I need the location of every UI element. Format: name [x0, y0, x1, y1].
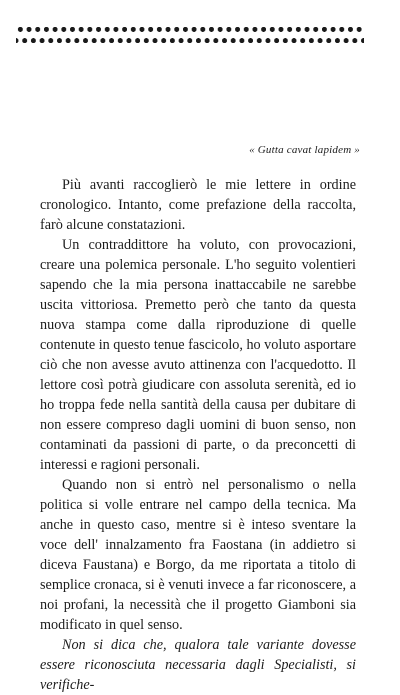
ornamental-border-icon	[16, 27, 364, 43]
paragraph-tecnica: Quando non si entrò nel personalismo o nella politica si volle entrare nel campo della tecnica. Ma anche in questo caso, mentre si è inteso sventare la voce dell' innalzamento fra Faostana (in addietro si diceva Faustana) e Borgo, da me riportata a titolo di semplice cronaca, si è venuti invece a far riconoscere, a noi profani, la necessità che il progetto Giamboni sia modificato in quel senso.	[40, 477, 356, 633]
paragraph-variante: Non si dica che, qualora tale variante dovesse essere riconosciuta necessaria dagli Specialisti, si verifiche-	[40, 637, 356, 693]
paragraph-contraddittore: Un contraddittore ha voluto, con provocazioni, creare una polemica personale. L'ho seguito volentieri sapendo che la mia persona inattaccabile ne sarebbe uscita vittoriosa. Premetto però che tanto da questa nuova stampa come dalla riproduzione di quelle contenute in questo tenue fascicolo, ho voluto asportare ciò che non avesse avuto attinenza con l'acquedotto. Il lettore così potrà giudicare con assoluta serenità, ed io ho troppa fede nella santità della causa per dubitare di non essere compreso dagli uomini di buon senso, non contaminati da passioni di parte, o da preconcetti di interessi e ragioni personali.	[40, 237, 356, 473]
epigraph: « Gutta cavat lapidem »	[249, 144, 360, 156]
paragraph-intro: Più avanti raccoglierò le mie lettere in ordine cronologico. Intanto, come prefazione della raccolta, farò alcune constatazioni.	[40, 177, 356, 233]
body-text	[40, 175, 356, 695]
